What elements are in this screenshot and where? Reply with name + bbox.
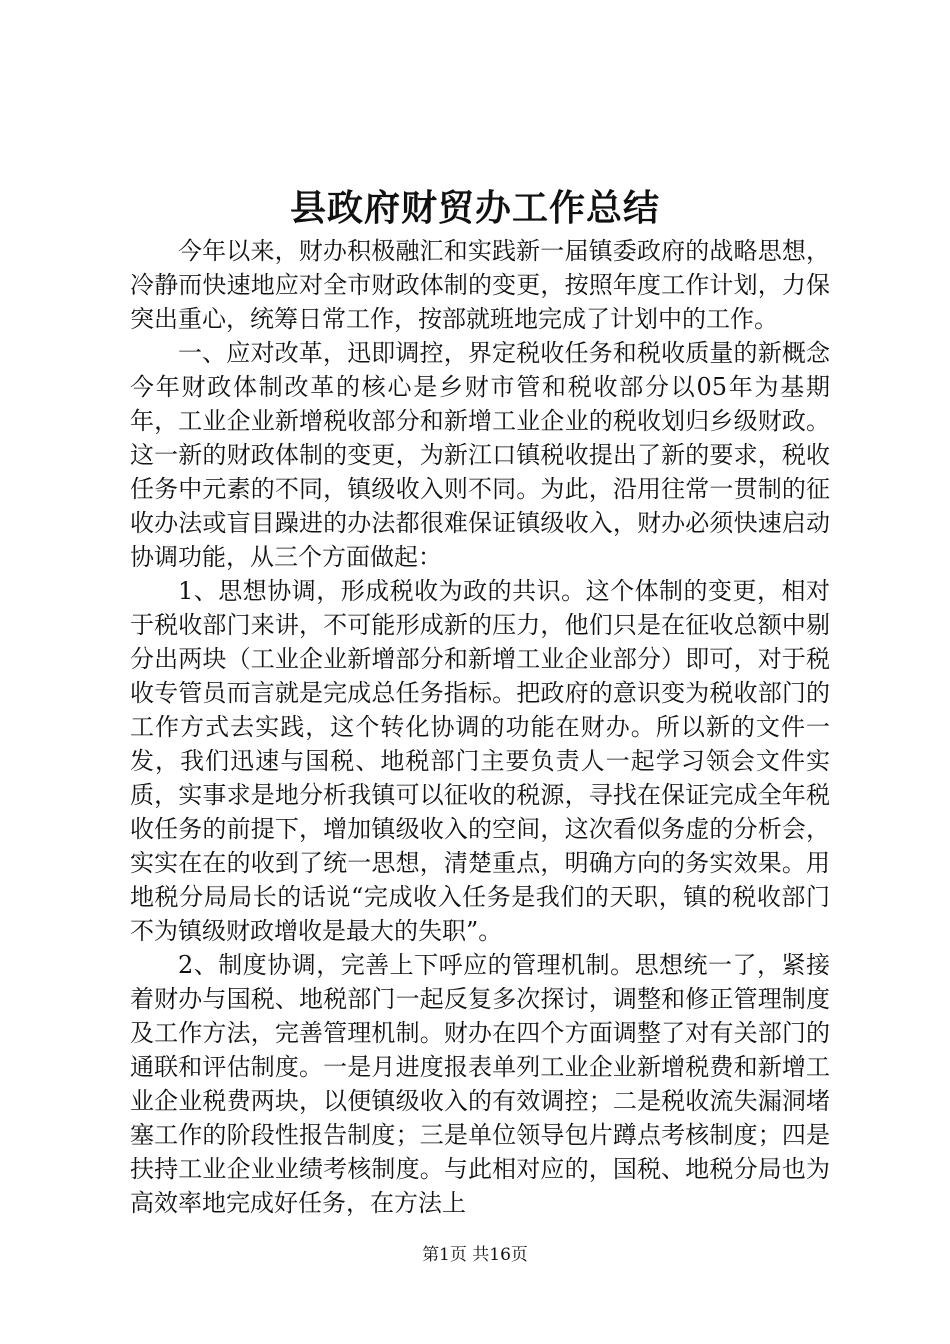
paragraph-section-one: 一、应对改革，迅即调控，界定税收任务和税收质量的新概念今年财政体制改革的核心是乡财市管和税收部分以05年为基期年，工业企业新增税收部分和新增工业企业的税收划归乡级财政。这一新的财政体制的变更，为新江口镇税收提出了新的要求，税收任务中元素的不同，镇级收入则不同。为此，沿用往常一贯制的征收办法或盲目躁进的办法都很难保证镇级收入，财办必须快速启动协调功能，从三个方面做起： [130,339,830,571]
paragraph-intro: 今年以来，财办积极融汇和实践新一届镇委政府的战略思想，冷静而快速地应对全市财政体制的变更，按照年度工作计划，力保突出重心，统筹日常工作，按部就班地完成了计划中的工作。 [130,237,830,333]
paragraph-item-two: 2、制度协调，完善上下呼应的管理机制。思想统一了，紧接着财办与国税、地税部门一起反复多次探讨，调整和修正管理制度及工作方法，完善管理机制。财办在四个方面调整了对有关部门的通联和评估制度。一是月进度报表单列工业企业新增税费和新增工业企业税费两块，以便镇级收入的有效调控；二是税收流失漏洞堵塞工作的阶段性报告制度；三是单位领导包片蹲点考核制度；四是扶持工业企业业绩考核制度。与此相对应的，国税、地税分局也为高效率地完成好任务，在方法上 [130,951,830,1217]
document-title: 县政府财贸办工作总结 [289,187,660,229]
page-number-footer: 第1页 共16页 [422,1245,528,1265]
paragraph-item-one: 1、思想协调，形成税收为政的共识。这个体制的变更，相对于税收部门来讲，不可能形成新的压力，他们只是在征收总额中剔分出两块（工业企业新增部分和新增工业企业部分）即可，对于税收专管员而言就是完成总任务指标。把政府的意识变为税收部门的工作方式去实践，这个转化协调的功能在财办。所以新的文件一发，我们迅速与国税、地税部门主要负责人一起学习领会文件实质，实事求是地分析我镇可以征收的税源，寻找在保证完成全年税收任务的前提下，增加镇级收入的空间，这次看似务虚的分析会，实实在在的收到了统一思想，清楚重点，明确方向的务实效果。用地税分局局长的话说“完成收入任务是我们的天职，镇的税收部门不为镇级财政增收是最大的失职”。 [130,577,830,945]
document-body [130,234,830,1220]
